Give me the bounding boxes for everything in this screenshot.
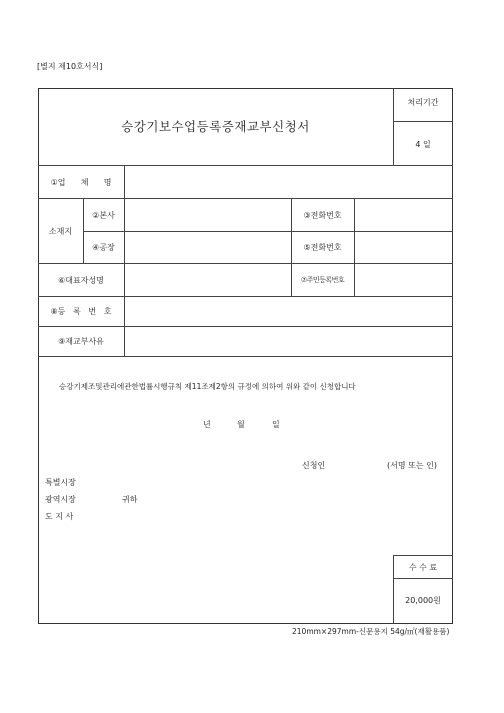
location-label: 소재지 <box>48 227 73 236</box>
date-month: 월 <box>237 420 245 429</box>
head-office-phone-input[interactable] <box>355 199 452 231</box>
form-title: 승강기보수업등록증재교부신청서 <box>121 119 310 134</box>
resident-number-label: ⑦주민등록번호 <box>300 276 345 284</box>
divider <box>393 555 453 556</box>
resident-number-input[interactable] <box>355 264 452 296</box>
addressee-province: 도 지 사 <box>45 512 74 521</box>
reissue-reason-input[interactable] <box>125 327 452 356</box>
application-statement: 승강기제조및관리에관한법률시행규칙 제11조제2항의 규정에 의하여 위와 같이 신청합니다 <box>59 382 356 391</box>
representative-input[interactable] <box>125 264 291 296</box>
factory-label: ④공장 <box>92 243 115 252</box>
addressee-metro-city: 광역시장 <box>45 495 76 504</box>
paper-spec: 210mm×297mm-신문용지 54g/㎡(재활용품) <box>292 627 450 636</box>
divider <box>393 578 453 579</box>
addressee-special-city: 특별시장 <box>45 478 76 487</box>
company-name-label: ①업 체 명 <box>50 178 112 187</box>
divider <box>393 121 453 122</box>
representative-label: ⑥대표자성명 <box>58 276 104 285</box>
head-office-label: ②본사 <box>92 211 115 220</box>
divider <box>38 356 453 357</box>
processing-period-label: 처리기간 <box>407 98 439 107</box>
fee-value: 20,000원 <box>405 596 441 605</box>
reissue-reason-label: ⑨재교부사유 <box>58 337 104 346</box>
divider <box>83 198 84 263</box>
form-number: [별지 제10호서식] <box>37 62 103 71</box>
head-office-input[interactable] <box>125 199 291 231</box>
fee-label: 수 수 료 <box>408 563 438 572</box>
applicant-label: 신청인 <box>302 461 326 470</box>
addressee-honorific: 귀하 <box>122 495 138 504</box>
signature-note: (서명 또는 인) <box>387 461 437 470</box>
processing-period-value: 4 일 <box>415 140 431 149</box>
phone-label: ③전화번호 <box>303 211 342 220</box>
factory-phone-input[interactable] <box>355 232 452 263</box>
registration-number-input[interactable] <box>125 297 452 326</box>
company-name-input[interactable] <box>125 166 452 198</box>
registration-number-label: ⑧등 록 번 호 <box>50 307 112 316</box>
date-day: 일 <box>272 420 280 429</box>
factory-input[interactable] <box>125 232 291 263</box>
date-year: 년 <box>203 420 211 429</box>
phone-label: ⑤전화번호 <box>303 243 342 252</box>
